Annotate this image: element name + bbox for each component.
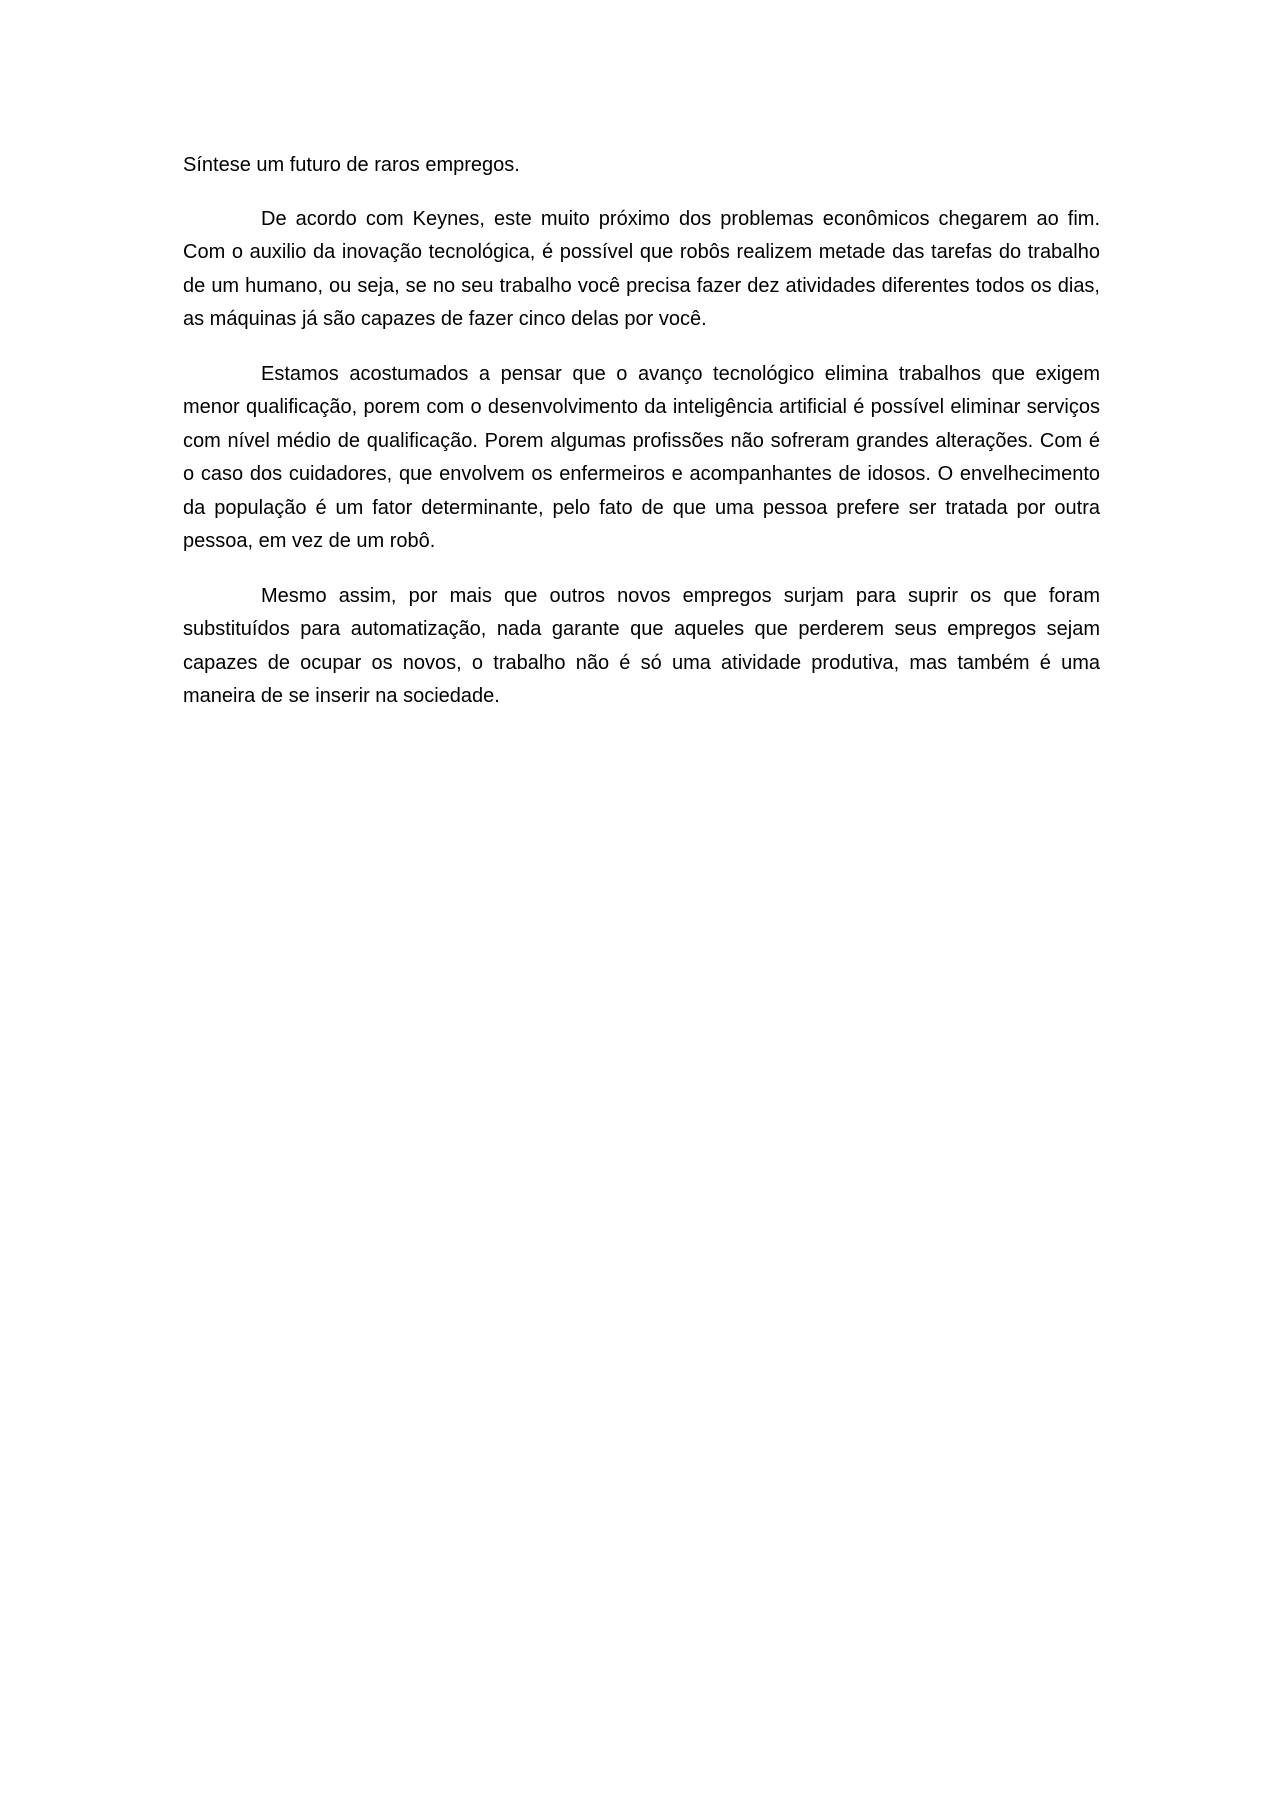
paragraph-2: Estamos acostumados a pensar que o avanço tecnológico elimina trabalhos que exigem menor qualificação, porem com o desenvolvimento da inteligência artificial é possível eliminar serviços com nível médio de qualificação. Porem algumas profissões não sofreram grandes alterações. Com é o caso dos cuidadores, que envolvem os enfermeiros e acompanhantes de idosos. O envelhecimento da população é um fator determinante, pelo fato de que uma pessoa prefere ser tratada por outra pessoa, em vez de um robô. [183, 362, 1100, 552]
document-body [183, 149, 1100, 735]
paragraph-3: Mesmo assim, por mais que outros novos empregos surjam para suprir os que foram substituídos para automatização, nada garante que aqueles que perderem seus empregos sejam capazes de ocupar os novos, o trabalho não é só uma atividade produtiva, mas também é uma maneira de se inserir na sociedade. [183, 584, 1100, 707]
document-title: Síntese um futuro de raros empregos. [183, 154, 520, 176]
paragraph-1: De acordo com Keynes, este muito próximo dos problemas econômicos chegarem ao fim. Com o auxilio da inovação tecnológica, é possível que robôs realizem metade das tarefas do trabalho de um humano, ou seja, se no seu trabalho você precisa fazer dez atividades diferentes todos os dias, as máquinas já são capazes de fazer cinco delas por você. [183, 207, 1100, 330]
